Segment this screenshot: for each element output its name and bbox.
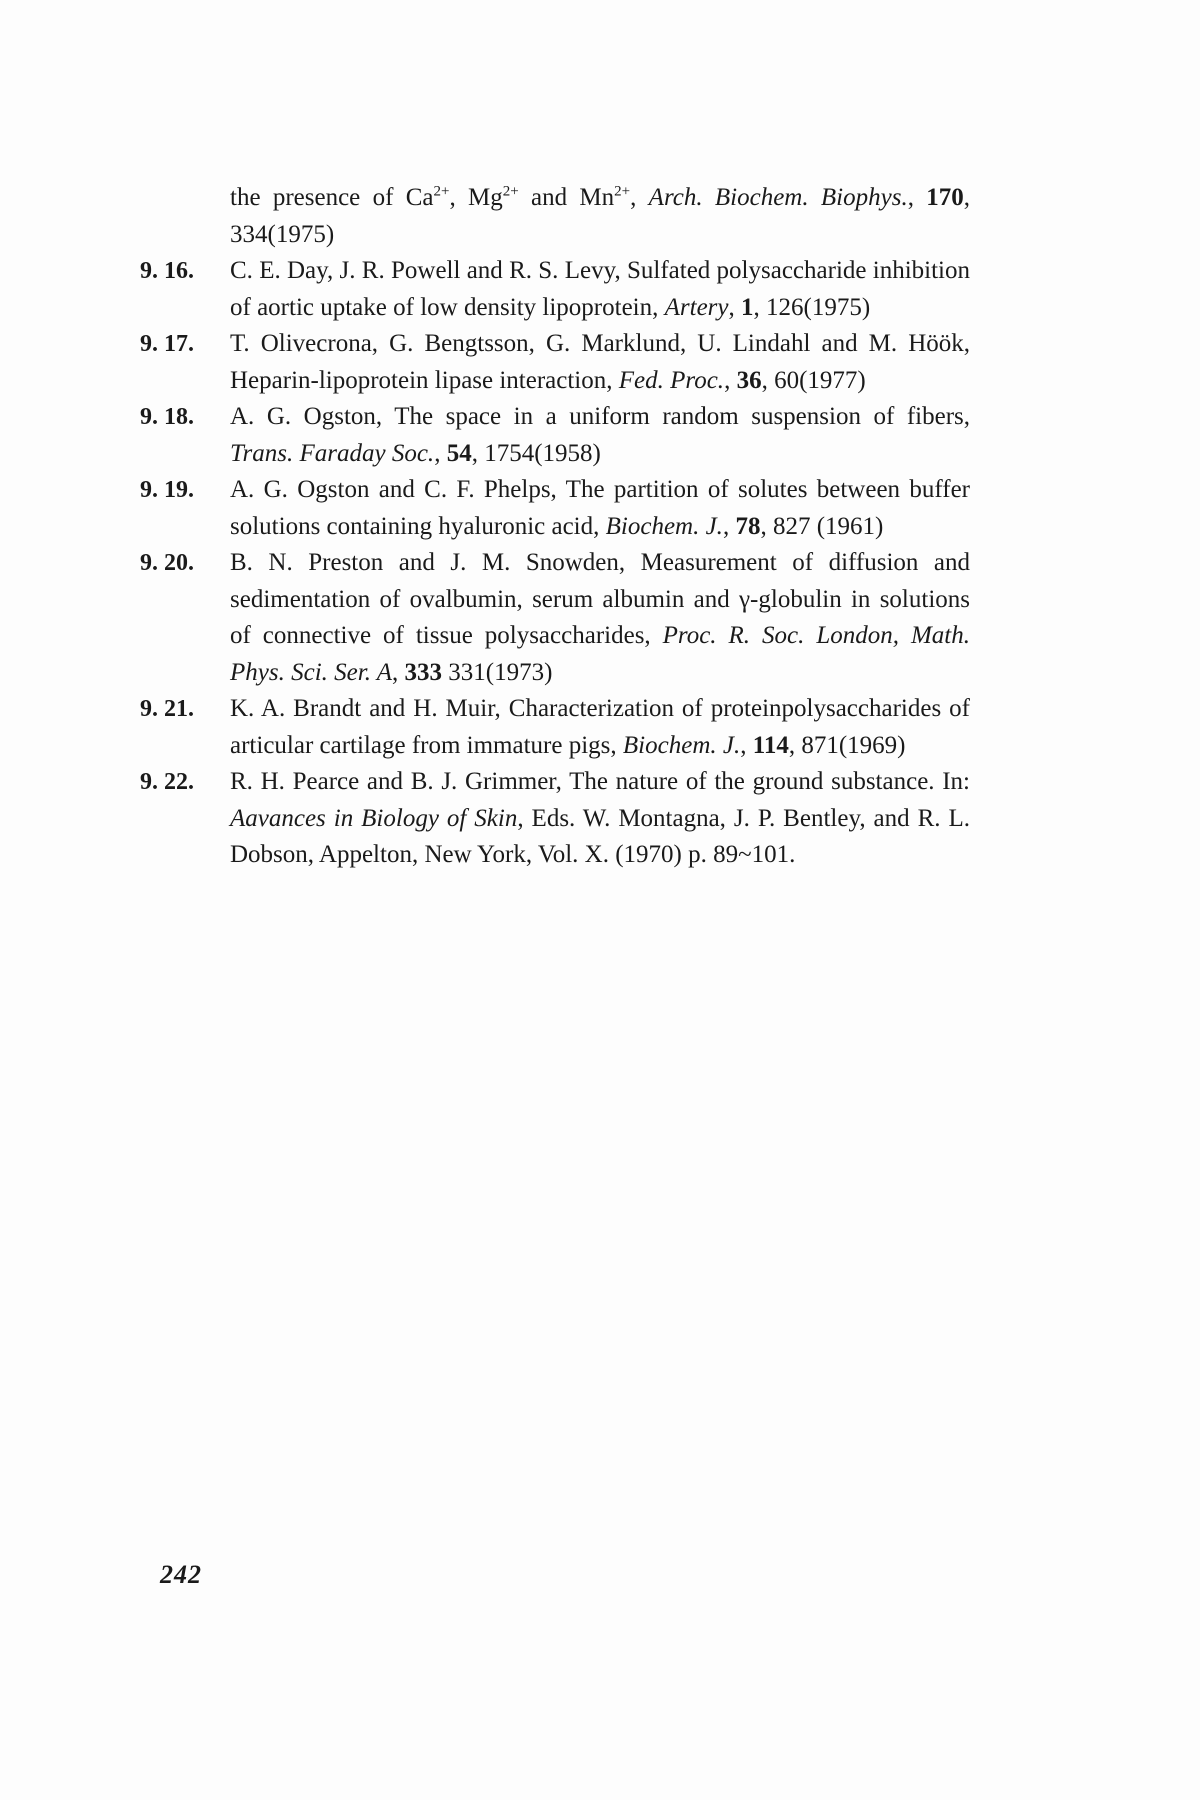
reference-separator: ,: [728, 293, 741, 321]
reference-body: T. Olivecrona, G. Bengtsson, G. Marklund, U. Lindahl and M. Höök, Heparin-lipoprotein lipase interaction,: [230, 330, 970, 394]
ion-charge: 2+: [502, 183, 519, 200]
journal-name: Biochem. J.: [605, 512, 723, 540]
reference-body: R. H. Pearce and B. J. Grimmer, The nature of the ground substance. In:: [230, 768, 970, 795]
reference-tail: 331(1973): [442, 658, 553, 686]
reference-body: C. E. Day, J. R. Powell and R. S. Levy, Sulfated polysaccharide inhibition of aortic uptake of low density lipoprotein,: [230, 257, 970, 321]
journal-name: Proc. R. Soc. London, Math. Phys. Sci. Ser. A: [230, 622, 970, 686]
reference-tail: , 871(1969): [788, 731, 906, 759]
reference-separator: ,: [724, 366, 737, 394]
reference-separator: ,: [392, 658, 405, 686]
reference-entry: [140, 399, 970, 472]
reference-list: [140, 180, 971, 874]
continuation-text: ,: [907, 184, 927, 211]
reference-number: 9. 18.: [140, 404, 194, 430]
reference-number: 9. 20.: [140, 550, 194, 576]
reference-entry: [140, 472, 970, 545]
reference-number: 9. 17.: [140, 331, 194, 357]
reference-tail: , 1754(1958): [471, 439, 601, 467]
reference-separator: ,: [434, 439, 447, 467]
volume-number: 333: [404, 658, 443, 686]
reference-entry: [140, 764, 970, 874]
journal-name: Fed. Proc.: [618, 366, 725, 394]
volume-number: 36: [736, 366, 762, 394]
reference-body: B. N. Preston and J. M. Snowden, Measurement of diffusion and sedimentation of ovalbumin, serum albumin and γ-globulin in solutions of connective of tissue polysaccharides,: [230, 549, 970, 649]
reference-separator: ,: [740, 731, 753, 759]
volume-number: 54: [446, 439, 472, 467]
ion-charge: 2+: [614, 183, 631, 200]
journal-name: Biochem. J.: [622, 731, 741, 759]
journal-name: Trans. Faraday Soc.: [230, 439, 435, 467]
journal-name: Artery: [664, 293, 729, 321]
book-title: Aavances in Biology of Skin: [230, 804, 518, 832]
reference-entry: [140, 253, 970, 326]
reference-body: K. A. Brandt and H. Muir, Characterization of proteinpolysaccharides of articular cartilage from immature pigs,: [230, 695, 970, 759]
volume-number: 1: [741, 293, 754, 321]
reference-tail: , 827 (1961): [760, 512, 884, 540]
ion-charge: 2+: [433, 183, 450, 200]
continuation-text: , Mg: [449, 184, 503, 211]
reference-entry: [140, 691, 970, 764]
reference-entry: [140, 326, 970, 399]
reference-tail: , 126(1975): [753, 293, 871, 321]
reference-tail: , 60(1977): [761, 366, 866, 394]
reference-number: 9. 16.: [140, 258, 194, 284]
journal-name: Arch. Biochem. Biophys.: [648, 184, 908, 211]
continuation-text: the presence of Ca: [230, 184, 434, 211]
reference-entry: [140, 545, 970, 691]
reference-number: 9. 22.: [140, 769, 194, 795]
reference-tail: Eds. W. Montagna, J. P. Bentley, and R. L. Dobson, Appelton, New York, Vol. X. (1970) p. 89~101.: [230, 804, 970, 868]
volume-number: 114: [752, 731, 789, 759]
reference-separator: ,: [722, 512, 736, 540]
page-number: 242: [160, 1560, 202, 1589]
reference-body: A. G. Ogston, The space in a uniform random suspension of fibers,: [230, 403, 970, 430]
reference-separator: ,: [517, 804, 532, 832]
reference-number: 9. 21.: [140, 696, 194, 722]
reference-number: 9. 19.: [140, 477, 194, 503]
continuation-text: , 334(1975): [230, 184, 971, 248]
reference-body: A. G. Ogston and C. F. Phelps, The partition of solutes between buffer solutions containing hyaluronic acid,: [230, 476, 970, 540]
continuation-text: ,: [630, 184, 649, 211]
reference-continuation: [230, 180, 970, 253]
volume-number: 78: [735, 512, 761, 540]
continuation-text: and Mn: [518, 184, 615, 211]
volume-number: 170: [926, 184, 964, 211]
